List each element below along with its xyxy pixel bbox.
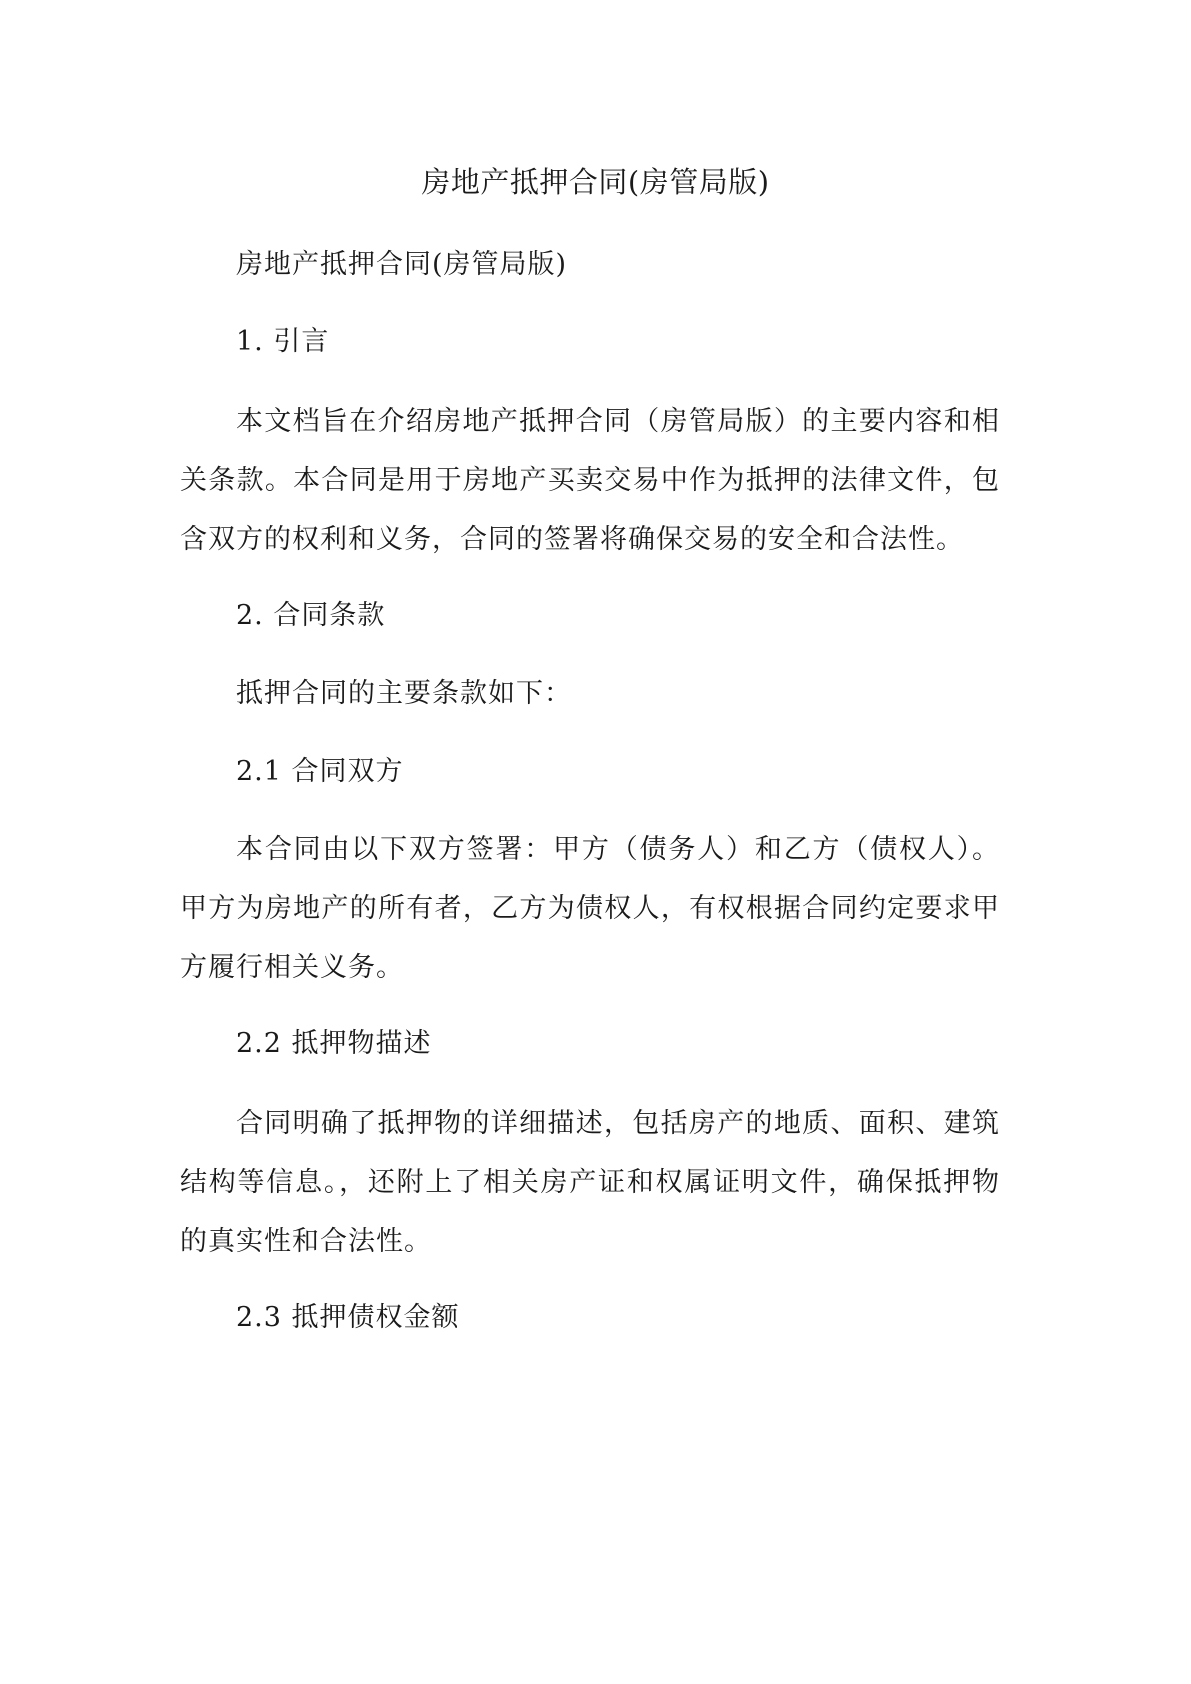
section-2-1-heading: 2.1 合同双方 bbox=[236, 756, 404, 787]
section-2-intro: 抵押合同的主要条款如下： bbox=[236, 678, 572, 709]
section-1-body: 本文档旨在介绍房地产抵押合同（房管局版）的主要内容和相关条款。本合同是用于房地产买卖交易中作为抵押的法律文件，包含双方的权利和义务，合同的签署将确保交易的安全和合法性。 bbox=[180, 406, 1000, 555]
section-2-1-body: 本合同由以下双方签署：甲方（债务人）和乙方（债权人）。甲方为房地产的所有者，乙方为债权人，有权根据合同约定要求甲方履行相关义务。 bbox=[180, 834, 1000, 983]
section-1-heading: 1. 引言 bbox=[236, 326, 330, 357]
document-title: 房地产抵押合同(房管局版) bbox=[421, 165, 770, 199]
section-2-heading: 2. 合同条款 bbox=[236, 600, 386, 631]
section-2-3-heading: 2.3 抵押债权金额 bbox=[236, 1302, 460, 1333]
section-2-2-heading: 2.2 抵押物描述 bbox=[236, 1028, 432, 1059]
section-2-2-body: 合同明确了抵押物的详细描述，包括房产的地质、面积、建筑结构等信息。，还附上了相关房产证和权属证明文件，确保抵押物的真实性和合法性。 bbox=[180, 1108, 1000, 1257]
document-subtitle: 房地产抵押合同(房管局版) bbox=[236, 249, 568, 280]
